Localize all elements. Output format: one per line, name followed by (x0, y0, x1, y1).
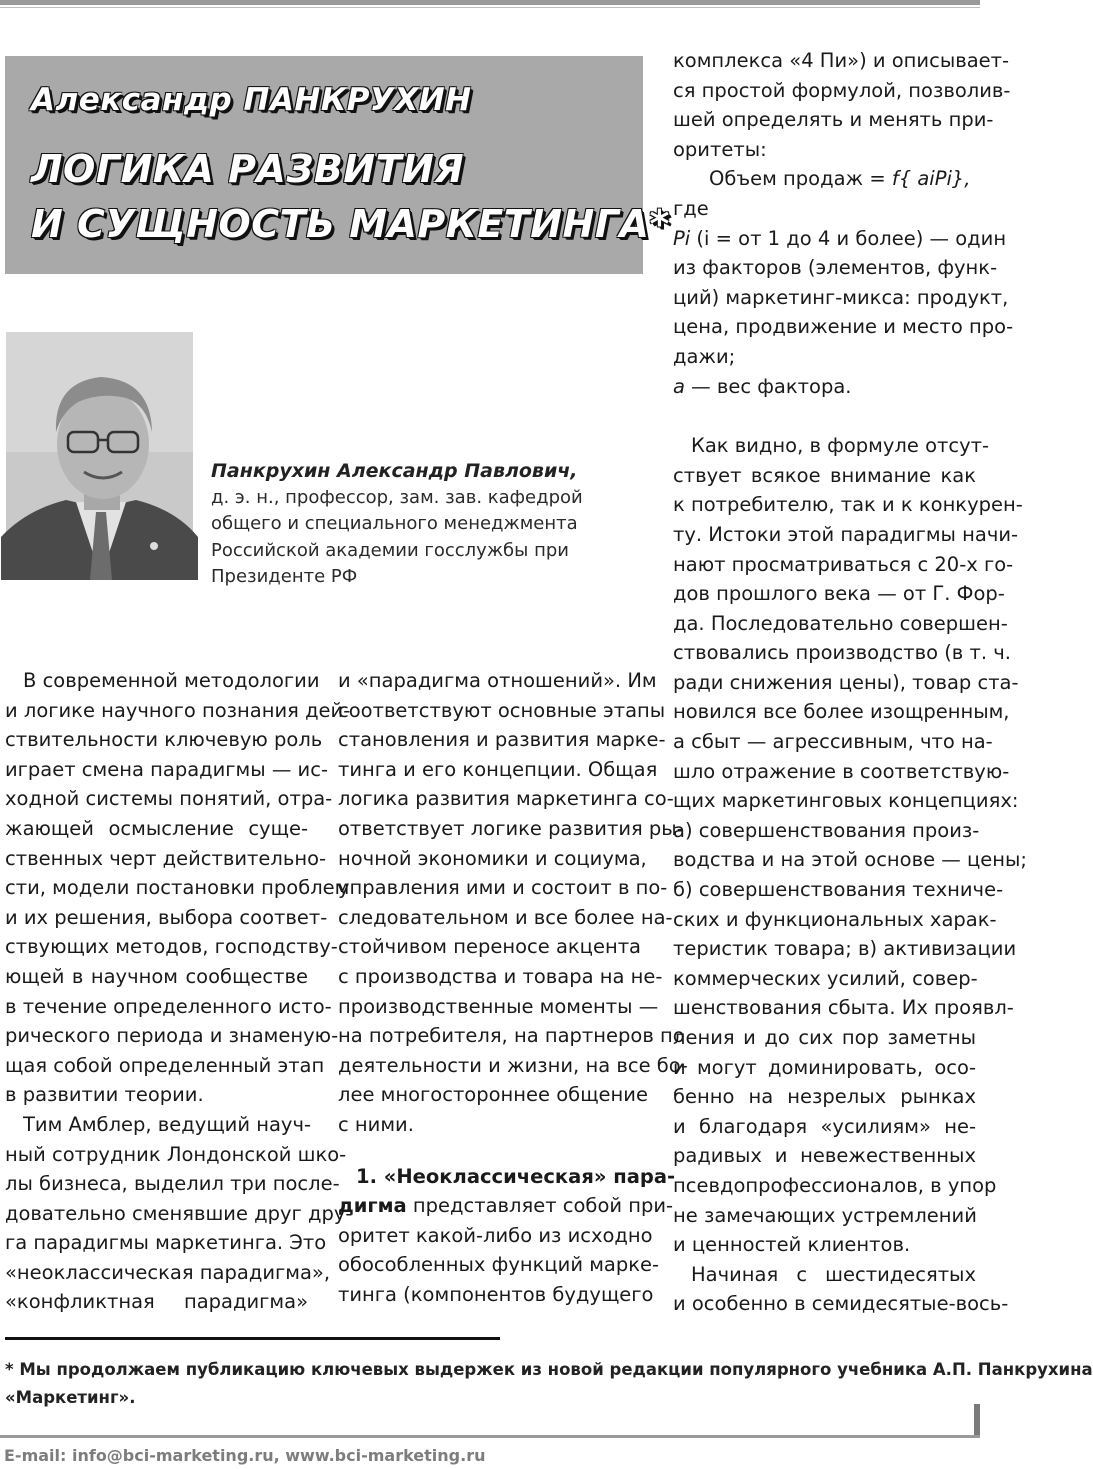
text-line: ствует всякое внимание как (673, 463, 976, 487)
text-line: с ними. (338, 1112, 414, 1136)
bottom-rule (0, 1435, 980, 1438)
text-line: и логике научного познания дей- (5, 698, 351, 722)
text-line: ствительности ключевую роль (5, 728, 323, 752)
text-line: к потребителю, так и к конкурен- (673, 493, 1023, 517)
text-line (673, 372, 976, 402)
text-line: жающей осмысление суще- (5, 816, 308, 840)
text-line: да. Последовательно совершен- (673, 611, 1008, 635)
text-line: в течение определенного исто- (5, 994, 332, 1018)
text-line: оритеты: (673, 137, 767, 161)
text-line: управления ими и состоит в по- (338, 876, 668, 900)
formula-text: Объем продаж = (709, 167, 892, 191)
section-heading: 1. «Неоклассическая» пара- (356, 1164, 676, 1188)
text-line: ночной экономики и социума, (338, 846, 647, 870)
text-line: становления и развития марке- (338, 728, 666, 752)
author-bio (211, 458, 631, 591)
article-title-line1: ЛОГИКА РАЗВИТИЯ (31, 147, 465, 191)
text-line: ственных черт действительно- (5, 846, 327, 870)
text-fragment: представляет собой при- (406, 1194, 674, 1218)
text-line: теристик товара; в) активизации (673, 937, 1017, 961)
text-fragment: (i = от 1 до 4 и более) — один (690, 226, 1007, 250)
text-line: и их решения, выбора соответ- (5, 905, 328, 929)
bio-line: Российской академии госслужбы при (211, 539, 569, 561)
text-column-3 (673, 46, 1027, 1319)
text-line: и могут доминировать, осо- (673, 1055, 976, 1079)
variable-symbol: Pi (673, 226, 691, 250)
top-rule (0, 0, 980, 5)
text-line: Начиная с шестидесятых (691, 1262, 976, 1286)
bio-line: д. э. н., профессор, зам. зав. кафедрой (211, 486, 583, 508)
text-line: ления и до сих пор заметны (673, 1026, 976, 1049)
text-line (338, 1191, 674, 1221)
author-photo (6, 332, 193, 580)
text-line: играет смена парадигмы — ис- (5, 757, 328, 781)
text-line: шло отражение в соответствую- (673, 759, 1010, 783)
text-line: ный сотрудник Лондонской шко- (5, 1142, 347, 1166)
text-column-1 (5, 666, 353, 1317)
page-edge-marker (974, 1404, 980, 1438)
text-line: тинга и его концепции. Общая (338, 757, 658, 781)
text-line: логика развития маркетинга со- (338, 787, 674, 811)
text-line: нают просматриваться с 20-х го- (673, 552, 1014, 576)
text-line: на потребителя, на партнеров по (338, 1024, 685, 1048)
text-line: «конфликтная парадигма» (5, 1290, 308, 1314)
text-line: а) совершенствования произ- (673, 818, 980, 842)
author-name: Александр ПАНКРУХИН (31, 82, 472, 118)
text-line: псевдопрофессионалов, в упор (673, 1173, 997, 1197)
text-line: из факторов (элементов, функ- (673, 256, 998, 280)
text-line: довательно сменявшие друг дру- (5, 1201, 353, 1225)
text-line: ходной системы понятий, отра- (5, 787, 333, 811)
text-line: стойчивом переносе акцента (338, 935, 641, 959)
text-line: радивых и невежественных (673, 1144, 976, 1168)
text-line: соответствуют основные этапы (338, 698, 666, 722)
text-line: оритет какой-либо из исходно (338, 1223, 653, 1247)
text-line: дажи; (673, 344, 736, 368)
text-line: обособленных функций марке- (338, 1253, 660, 1277)
formula (673, 164, 976, 194)
text-line: цена, продвижение и место про- (673, 315, 1014, 339)
text-line: ских и функциональных харак- (673, 907, 997, 931)
text-fragment: — вес фактора. (684, 374, 852, 398)
text-line: лы бизнеса, выделил три после- (5, 1172, 340, 1196)
footnote-rule (5, 1337, 500, 1340)
bio-line: общего и специального менеджмента (211, 513, 578, 534)
text-line: га парадигмы маркетинга. Это (5, 1231, 327, 1255)
text-line: ствовались производство (в т. ч. (673, 641, 1011, 665)
article-title-line2: И СУЩНОСТЬ МАРКЕТИНГА* (31, 202, 670, 246)
text-line: Как видно, в формуле отсут- (691, 434, 990, 458)
text-line: и особенно в семидесятые-вось- (673, 1292, 1009, 1316)
footnote (5, 1356, 1093, 1412)
section-heading-line (338, 1162, 676, 1192)
text-line: сти, модели постановки проблем (5, 876, 350, 900)
text-line: Тим Амблер, ведущий науч- (23, 1112, 312, 1136)
text-line: дов прошлого века — от Г. Фор- (673, 582, 1005, 606)
variable-symbol: a (673, 374, 685, 398)
text-line: производственные моменты — (338, 994, 659, 1018)
text-line: ответствует логике развития ры- (338, 816, 684, 840)
text-line: новился все более изощренным, (673, 700, 1010, 724)
text-line: шенствования сбыта. Их проявл- (673, 996, 1014, 1020)
footnote-line: «Маркетинг». (5, 1388, 136, 1407)
title-box (5, 56, 670, 274)
top-rule-thin (0, 7, 980, 8)
text-line: и благодаря «усилиям» не- (673, 1114, 976, 1138)
text-line: водства и на этой основе — цены; (673, 848, 1027, 872)
text-line: где (673, 196, 709, 220)
text-line: рического периода и знаменую- (5, 1024, 339, 1048)
text-line: В современной методологии (23, 669, 320, 692)
text-column-2 (338, 666, 688, 1309)
text-line: ющей в научном сообществе (5, 964, 308, 988)
text-line: «неоклассическая парадигма», (5, 1260, 331, 1284)
text-line: тинга (компонентов будущего (338, 1282, 654, 1306)
text-line: ся простой формулой, позволив- (673, 78, 1011, 102)
text-line: следовательном и все более на- (338, 905, 673, 929)
text-line: деятельности и жизни, на все бо- (338, 1053, 688, 1077)
footnote-line: * Мы продолжаем публикацию ключевых выдержек из новой редакции популярного учебника А.П. Панкрухина (5, 1360, 1093, 1379)
bio-name: Панкрухин Александр Павлович, (211, 460, 578, 482)
text-line: в развитии теории. (5, 1083, 204, 1107)
text-line: не замечающих устремлений (673, 1203, 977, 1227)
text-line: коммерческих усилий, совер- (673, 966, 978, 990)
text-line: ствующих методов, господству- (5, 935, 338, 959)
formula-expression: f{ aiPi}, (891, 167, 971, 191)
text-line: и ценностей клиентов. (673, 1233, 911, 1257)
footer-contact: E-mail: info@bci-marketing.ru, www.bci-marketing.ru (4, 1446, 486, 1465)
text-line: лее многостороннее общение (338, 1083, 648, 1107)
text-line: ций) маркетинг-микса: продукт, (673, 285, 1009, 309)
bio-line: Президенте РФ (211, 566, 358, 587)
article-title (31, 142, 670, 252)
text-line: шей определять и менять при- (673, 108, 994, 132)
text-line: ту. Истоки этой парадигмы начи- (673, 522, 1019, 546)
text-line (673, 224, 1007, 254)
text-line: и «парадигма отношений». Им (338, 669, 657, 692)
text-line: б) совершенствования техниче- (673, 878, 1004, 902)
text-line: щих маркетинговых концепциях: (673, 789, 1019, 813)
text-line: бенно на незрелых рынках (673, 1085, 976, 1109)
text-line: комплекса «4 Пи») и описывает- (673, 49, 1010, 72)
text-line: щая собой определенный этап (5, 1053, 325, 1077)
section-heading-cont: дигма (338, 1194, 407, 1218)
text-line: ради снижения цены), товар ста- (673, 670, 1019, 694)
text-line: с производства и товара на не- (338, 964, 663, 988)
text-line: а сбыт — агрессивным, что на- (673, 730, 993, 754)
